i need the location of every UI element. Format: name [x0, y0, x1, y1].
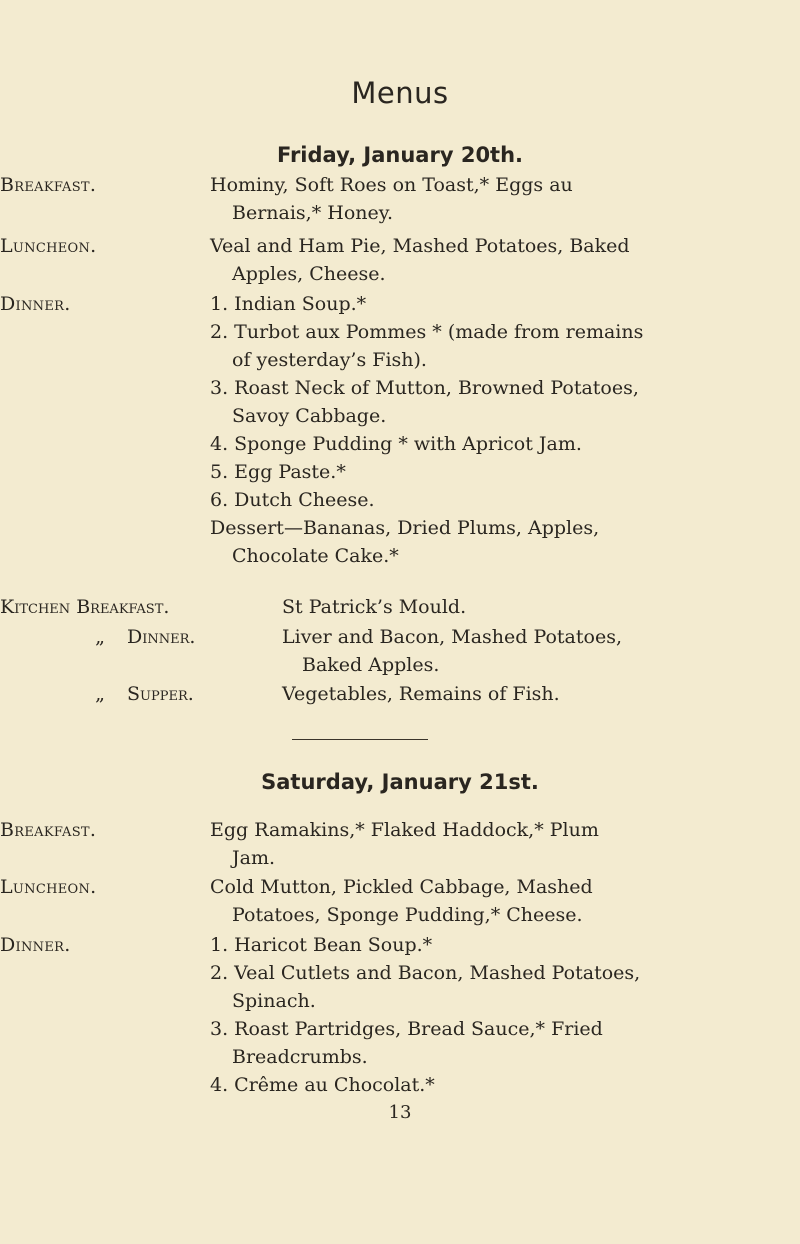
course-item: 4. Sponge Pudding * with Apricot Jam. [210, 433, 582, 455]
ditto-mark: „ [95, 683, 105, 705]
section-divider [292, 739, 428, 740]
saturday-heading: Saturday, January 21st. [261, 770, 539, 794]
course-item: 3. Roast Partridges, Bread Sauce,* Fried Breadcrumbs. [210, 1018, 603, 1068]
kitchen-supper-text: Vegetables, Remains of Fish. [282, 683, 560, 705]
kitchen-breakfast-text: St Patrick’s Mould. [282, 596, 467, 618]
dinner-course-list [210, 290, 660, 570]
meal-text-line: Apples, Cheese. [232, 263, 386, 285]
meal-label: Breakfast. [0, 174, 97, 196]
course-item: 1. Haricot Bean Soup.* [210, 934, 433, 956]
dinner-course-list [210, 931, 660, 1099]
meal-label: Breakfast. [0, 819, 97, 841]
course-item: 1. Indian Soup.* [210, 293, 367, 315]
kitchen-supper-label: Supper. [127, 683, 194, 705]
friday-heading: Friday, January 20th. [276, 143, 524, 167]
meal-label: Dinner. [0, 293, 71, 315]
dessert-line: Chocolate Cake.* [232, 545, 399, 567]
page-number: 13 [388, 1102, 412, 1123]
meal-text-line: Potatoes, Sponge Pudding,* Cheese. [232, 904, 583, 926]
meal-label: Luncheon. [0, 876, 97, 898]
meal-text-line: Jam. [232, 847, 276, 869]
kitchen-dinner-label: Dinner. [127, 626, 196, 648]
course-item: 3. Roast Neck of Mutton, Browned Potatoes, Savoy Cabbage. [210, 377, 639, 427]
kitchen-dinner-line: Baked Apples. [302, 654, 440, 676]
course-item: 5. Egg Paste.* [210, 461, 346, 483]
meal-text-line: Veal and Ham Pie, Mashed Potatoes, Baked [210, 235, 630, 257]
meal-label: Dinner. [0, 934, 71, 956]
meal-text-line: Egg Ramakins,* Flaked Haddock,* Plum [210, 819, 599, 841]
ditto-mark: „ [95, 626, 105, 648]
running-head: Menus [351, 76, 449, 110]
meal-text-line: Hominy, Soft Roes on Toast,* Eggs au [210, 174, 573, 196]
course-item: 4. Crême au Chocolat.* [210, 1074, 435, 1096]
meal-text-line: Cold Mutton, Pickled Cabbage, Mashed [210, 876, 593, 898]
meal-text-line: Bernais,* Honey. [232, 202, 393, 224]
dessert-line: Dessert—Bananas, Dried Plums, Apples, [210, 517, 600, 539]
course-item: 2. Veal Cutlets and Bacon, Mashed Potatoes, Spinach. [210, 962, 641, 1012]
course-item: 6. Dutch Cheese. [210, 489, 375, 511]
kitchen-breakfast-label: Kitchen Breakfast. [0, 596, 170, 618]
course-item: 2. Turbot aux Pommes * (made from remains of yesterday’s Fish). [210, 321, 644, 371]
meal-label: Luncheon. [0, 235, 97, 257]
kitchen-dinner-line: Liver and Bacon, Mashed Potatoes, [282, 626, 622, 648]
